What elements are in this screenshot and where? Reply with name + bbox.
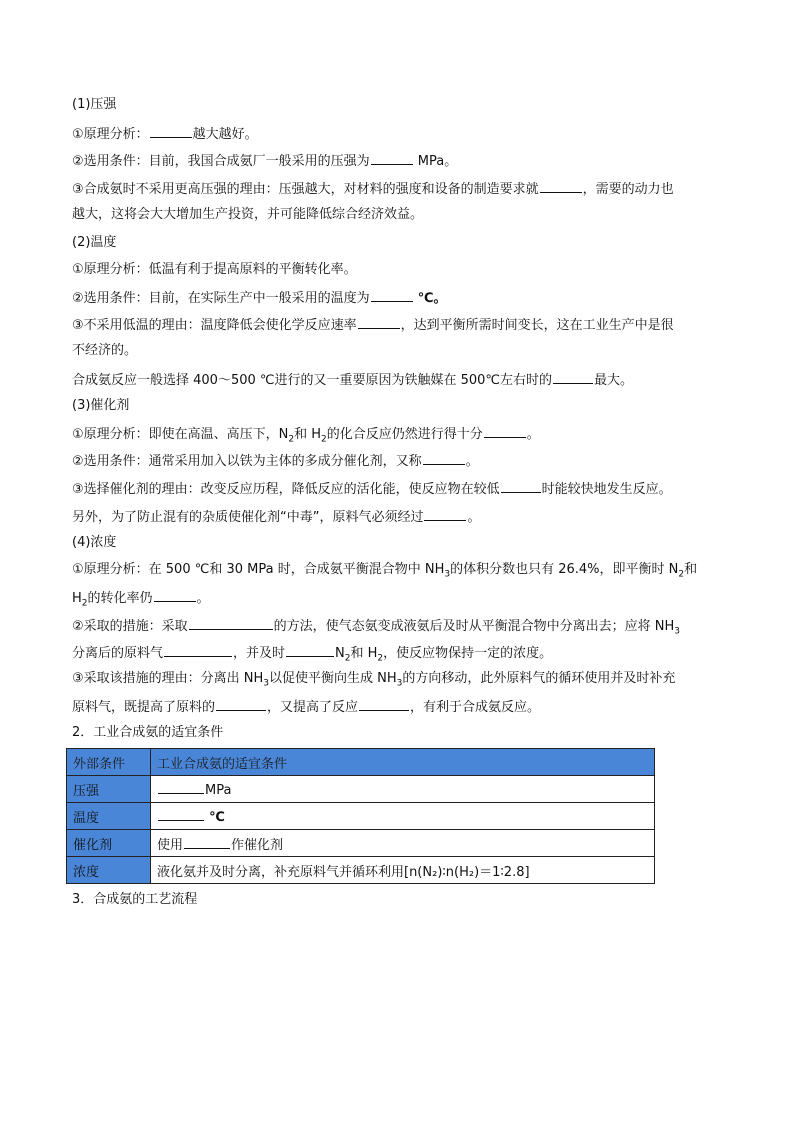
section-title-pressure: (1)压强 [72,97,117,112]
table-row [67,803,655,830]
table-row [67,857,655,884]
fill-blank[interactable] [371,152,413,165]
row-value-catalyst: 使用 作催化剂 [151,830,655,857]
row-label-concentration: 浓度 [67,857,151,884]
table-header-row [67,749,655,776]
table-header-cell: 工业合成氨的适宜条件 [151,749,655,776]
catalyst-poison-note: 另外，为了防止混有的杂质使催化剂“中毒”，原料气必须经过 。 [72,510,481,525]
fill-blank[interactable] [501,480,541,493]
row-label-temperature: 温度 [67,803,151,830]
fill-blank[interactable] [216,698,266,711]
row-label-catalyst: 催化剂 [67,830,151,857]
temperature-principle: ①原理分析：低温有利于提高原料的平衡转化率。 [72,262,357,277]
pressure-principle: ①原理分析： 越大越好。 [72,127,258,142]
row-value-pressure: MPa [151,776,655,803]
concentration-measure: ②采取的措施：采取 的方法，使气态氨变成液氨后及时从平衡混合物中分离出去；应将 $NH_3$ [72,619,681,637]
fill-blank[interactable] [423,452,465,465]
fill-blank[interactable] [184,836,230,849]
row-value-concentration: 液化氨并及时分离，补充原料气并循环利用[n(N₂)∶n(H₂)＝1∶2.8] [151,857,655,884]
fill-blank[interactable] [540,180,582,193]
fill-blank[interactable] [154,589,196,602]
pressure-reason-cont: 越大，这将会大大增加生产投资，并可能降低综合经济效益。 [72,207,424,222]
fill-blank[interactable] [424,508,466,521]
row-value-temperature: ℃ [151,803,655,830]
fill-blank[interactable] [189,617,273,630]
fill-blank[interactable] [158,808,204,821]
concentration-measure-cont: 分离后的原料气 ，并及时 $N_2$和 $H_2$，使反应物保持一定的浓度。 [72,646,553,664]
temperature-catalyst-note: 合成氨反应一般选择 400～500 ℃进行的又一重要原因为铁触媒在 500℃左右时的 最大。 [72,373,634,388]
heading-suitable-conditions: 2．工业合成氨的适宜条件 [72,725,224,740]
concentration-reason-cont: 原料气，既提高了原料的 ，又提高了反应 ，有利于合成氨反应。 [72,700,541,715]
fill-blank[interactable] [358,316,400,329]
catalyst-condition: ②选用条件：通常采用加入以铁为主体的多成分催化剂，又称 。 [72,454,479,469]
fill-blank[interactable] [150,125,192,138]
temperature-reason: ③不采用低温的理由：温度降低会使化学反应速率 ，达到平衡所需时间变长，这在工业生产中是很 [72,318,674,333]
concentration-reason: ③采取该措施的理由：分离出 $NH_3$以促使平衡向生成 $NH_3$的方向移动，此外原料气的循环使用并及时补充 [72,671,676,689]
temperature-condition: ②选用条件：目前，在实际生产中一般采用的温度为 ℃。 [72,291,447,306]
concentration-principle: ①原理分析：在 500 ℃和 30 MPa 时，合成氨平衡混合物中 $NH_3$的体积分数也只有 26.4%，即平衡时 $N_2$和 [72,562,698,580]
table-row [67,776,655,803]
fill-blank[interactable] [371,289,413,302]
fill-blank[interactable] [164,644,232,657]
fill-blank[interactable] [359,698,409,711]
table-header-cell: 外部条件 [67,749,151,776]
table-row [67,830,655,857]
fill-blank[interactable] [484,425,526,438]
section-title-concentration: (4)浓度 [72,535,117,550]
fill-blank[interactable] [553,371,593,384]
fill-blank[interactable] [158,781,204,794]
fill-blank[interactable] [286,644,334,657]
pressure-condition: ②选用条件：目前，我国合成氨厂一般采用的压强为 MPa。 [72,154,458,169]
concentration-principle-cont: $H_2$的转化率仍 。 [72,591,210,609]
section-title-catalyst: (3)催化剂 [72,398,130,413]
temperature-reason-cont: 不经济的。 [72,343,138,358]
catalyst-reason: ③选择催化剂的理由：改变反应历程，降低反应的活化能，使反应物在较低 时能较快地发生反应。 [72,482,672,497]
pressure-reason: ③合成氨时不采用更高压强的理由：压强越大，对材料的强度和设备的制造要求就 ，需要的动力也 [72,182,674,197]
heading-process-flow: 3．合成氨的工艺流程 [72,892,198,907]
conditions-table [66,748,655,884]
section-title-temperature: (2)温度 [72,235,117,250]
catalyst-principle: ①原理分析：即使在高温、高压下，$N_2$和 $H_2$的化合反应仍然进行得十分 。 [72,427,540,445]
row-label-pressure: 压强 [67,776,151,803]
